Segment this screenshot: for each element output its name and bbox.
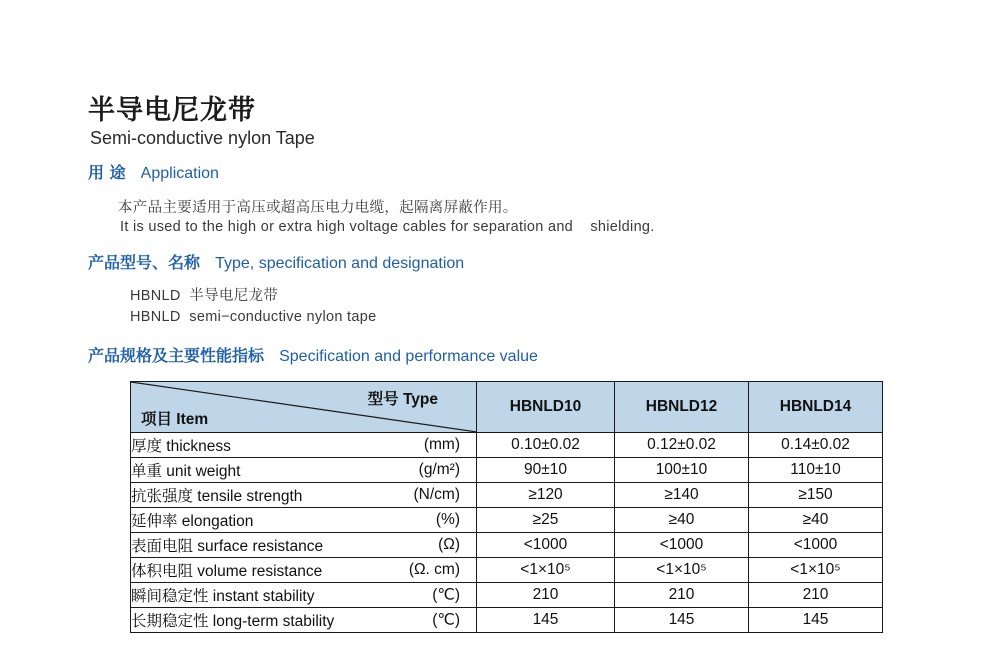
value-cell: 110±10 (749, 458, 883, 483)
table-row (131, 483, 883, 508)
value-cell: 145 (477, 608, 615, 633)
row-label-cell (131, 433, 477, 458)
value-cell: ≥40 (615, 508, 749, 533)
row-unit: (%) (435, 511, 460, 528)
value-cell: 90±10 (477, 458, 615, 483)
row-unit: (Ω. cm) (408, 561, 460, 578)
table-corner-cell (131, 382, 477, 433)
value-cell: 145 (749, 608, 883, 633)
table-row (131, 608, 883, 633)
row-label-cell (131, 533, 477, 558)
row-label-cell (131, 608, 477, 633)
table-header-row (131, 382, 883, 433)
row-label-cell (131, 508, 477, 533)
value-cell: 0.14±0.02 (749, 433, 883, 458)
value-cell: 0.10±0.02 (477, 433, 615, 458)
table-row (131, 433, 883, 458)
row-name: 长期稳定性 long-term stability (131, 613, 335, 630)
type-text-cn: HBNLD 半导电尼龙带 (130, 288, 279, 304)
table-row (131, 583, 883, 608)
value-cell: ≥140 (615, 483, 749, 508)
model-header: HBNLD10 (477, 382, 615, 433)
value-cell: ≥150 (749, 483, 883, 508)
row-unit: (mm) (423, 436, 460, 453)
application-text-en: It is used to the high or extra high voltage cables for separation and shielding. (120, 219, 655, 235)
value-cell: 0.12±0.02 (615, 433, 749, 458)
section-spec-en: Specification and performance value (279, 348, 538, 365)
row-label-cell (131, 458, 477, 483)
page-title-cn: 半导电尼龙带 (88, 95, 256, 126)
value-cell: <1000 (749, 533, 883, 558)
value-cell: <1×10⁵ (477, 558, 615, 583)
row-label-cell (131, 483, 477, 508)
value-cell: 210 (477, 583, 615, 608)
row-label-cell (131, 583, 477, 608)
row-unit: (g/m²) (418, 461, 460, 478)
section-application-en: Application (140, 165, 219, 182)
value-cell: 145 (615, 608, 749, 633)
row-name: 抗张强度 tensile strength (131, 488, 303, 505)
header-item-label: 项目 Item (141, 411, 209, 428)
section-application-cn: 用 途 (88, 163, 126, 182)
row-unit: (N/cm) (413, 486, 460, 503)
model-header: HBNLD12 (615, 382, 749, 433)
value-cell: 100±10 (615, 458, 749, 483)
page-title-en: Semi-conductive nylon Tape (90, 128, 315, 148)
value-cell: ≥25 (477, 508, 615, 533)
section-spec-heading (88, 343, 538, 366)
row-unit: (℃) (432, 586, 460, 604)
header-type-label: 型号 Type (367, 391, 438, 408)
value-cell: ≥40 (749, 508, 883, 533)
section-type-en: Type, specification and designation (215, 255, 465, 272)
spec-table (130, 381, 883, 633)
value-cell: <1×10⁵ (615, 558, 749, 583)
row-name: 体积电阻 volume resistance (131, 563, 323, 580)
value-cell: <1000 (615, 533, 749, 558)
row-name: 厚度 thickness (131, 438, 231, 455)
table-row (131, 533, 883, 558)
section-spec-cn: 产品规格及主要性能指标 (88, 346, 265, 365)
application-text-cn: 本产品主要适用于高压或超高压电力电缆，起隔离屏蔽作用。 (118, 200, 518, 216)
value-cell: <1×10⁵ (749, 558, 883, 583)
model-header: HBNLD14 (749, 382, 883, 433)
value-cell: <1000 (477, 533, 615, 558)
value-cell: 210 (749, 583, 883, 608)
row-unit: (℃) (432, 611, 460, 629)
row-name: 延伸率 elongation (131, 513, 254, 530)
table-row (131, 508, 883, 533)
row-unit: (Ω) (438, 536, 460, 553)
row-name: 瞬间稳定性 instant stability (131, 588, 315, 605)
section-application-heading (88, 160, 219, 183)
table-row (131, 458, 883, 483)
row-name: 表面电阻 surface resistance (131, 538, 324, 555)
section-type-cn: 产品型号、名称 (88, 253, 201, 272)
value-cell: 210 (615, 583, 749, 608)
type-text-en: HBNLD semi−conductive nylon tape (130, 309, 377, 325)
value-cell: ≥120 (477, 483, 615, 508)
row-label-cell (131, 558, 477, 583)
table-row (131, 558, 883, 583)
section-type-heading (88, 250, 464, 273)
row-name: 单重 unit weight (131, 463, 241, 480)
